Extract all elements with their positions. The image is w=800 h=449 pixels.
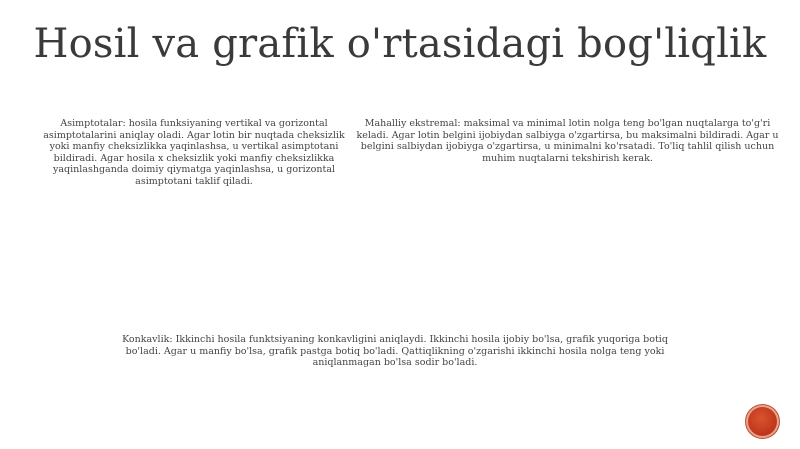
text-block-asymptotes: Asimptotalar: hosila funksiyaning vertikal va gorizontal asimptotalarini aniqlay oladi. Agar lotin bir nuqtada cheksizlik yoki manfiy cheksizlikka yaqinlashsa, u vertikal asimptotani bildiradi. Agar hosila x cheksizlik yoki manfiy cheksizlikka yaqinlashganda doimiy qiymatga yaqinlashsa, u gorizontal asimptotani taklif qiladi.: [43, 118, 345, 187]
text-block-concavity: Konkavlik: Ikkinchi hosila funktsiyaning konkavligini aniqlaydi. Ikkinchi hosila ijobiy bo'lsa, grafik yuqoriga botiq bo'ladi. Agar u manfiy bo'lsa, grafik pastga botiq bo'ladi. Qattiqlikning o'zgarishi ikkinchi hosila nolga teng yoki aniqlanmagan bo'lsa sodir bo'ladi.: [122, 334, 668, 369]
text-block-extrema: Mahalliy ekstremal: maksimal va minimal lotin nolga teng bo'lgan nuqtalarga to'g'ri keladi. Agar lotin belgini ijobiydan salbiyga o'zgartirsa, bu maksimalni bildiradi. Agar u belgini salbiydan ijobiyga o'zgartirsa, u minimalni ko'rsatadi. To'liq tahlil qilish uchun muhim nuqtalarni tekshirish kerak.: [356, 118, 779, 164]
slide-title: Hosil va grafik o'rtasidagi bog'liqlik: [33, 21, 767, 67]
next-slide-button[interactable]: [748, 407, 777, 436]
